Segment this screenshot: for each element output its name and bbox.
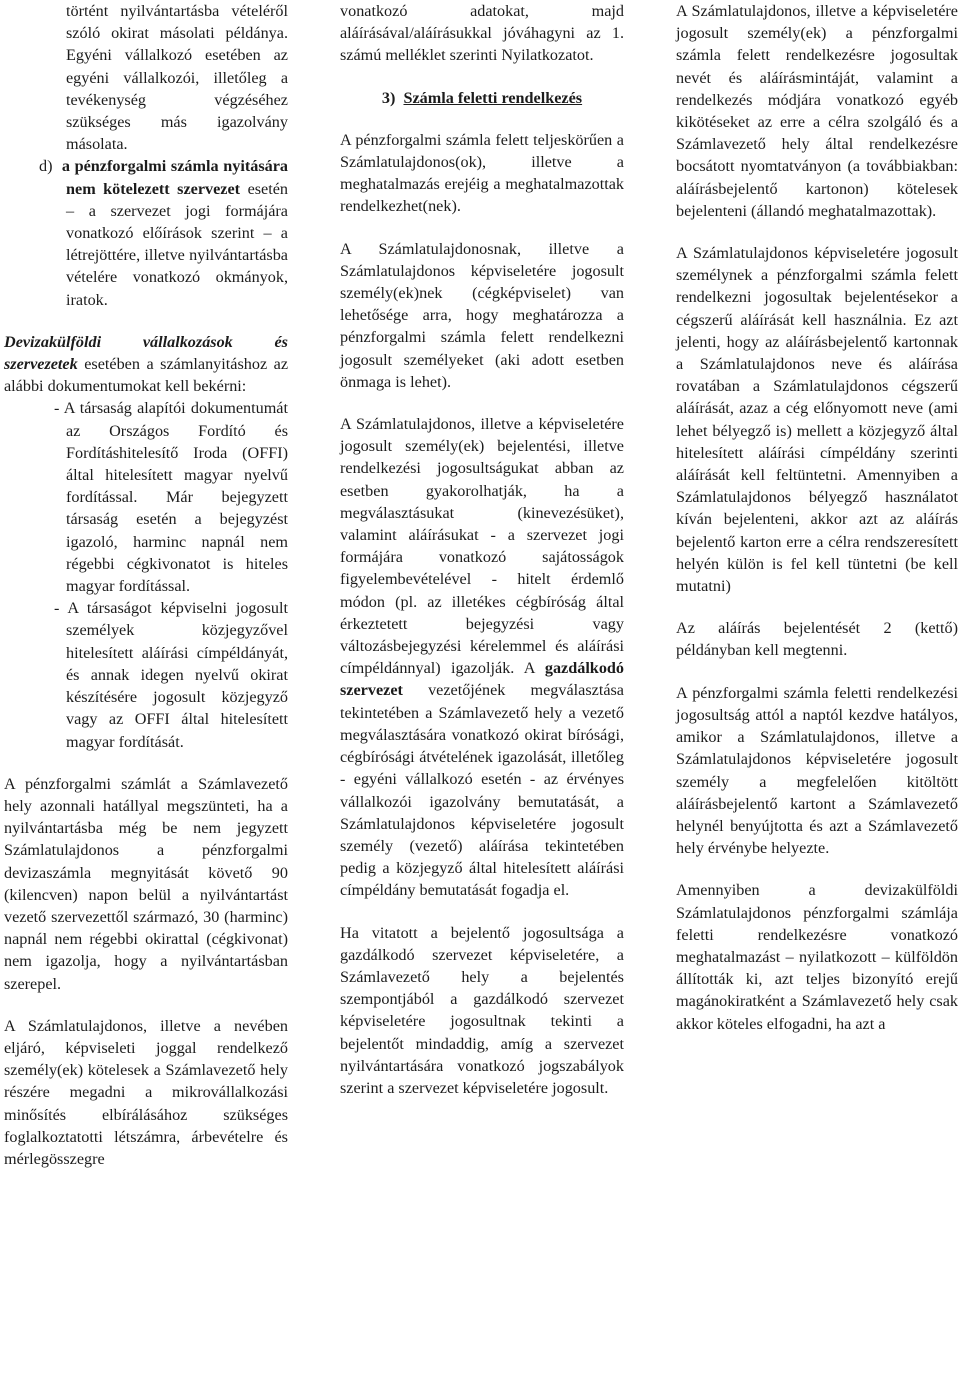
col2-paragraph-3-part-2: vezetőjének megválasztása tekintetében a Számlavezető hely a vezető megválasztására vonatkozó okirat bírósági, cégbírósági átvételének igazolását, illetőleg - egyéni vállalkozó esetén - az érvényes vállalkozói igazolvány bemutatását, a Számlatulajdonos képviseletére jogosult személy (vezető) aláírása tekintetében pedig a közjegyző által hitelesített aláírási címpéldány bemutatását fogadja el. [340,681,624,900]
col3-paragraph-3: Az aláírás bejelentését 2 (kettő) példányban kell megtenni. [676,619,958,660]
col2-paragraph-3 [340,413,624,901]
col2-paragraph-3-bold: gazdálkodó szervezet [340,659,625,700]
foreign-companies-heading: Devizakülföldi vállalkozások és szervezetek [4,332,288,374]
foreign-list-item-2: - A társaságot képviselni jogosult személyek közjegyzővel hitelesített aláírási címpéldányát, és annak idegen nyelvű okirat készítésére jogosult közjegyző vagy az OFFI által hitelesített magyar fordítását. [54,599,288,751]
page-column-3 [676,0,958,1035]
col2-paragraph-2: A Számlatulajdonosnak, illetve a Számlatulajdonos képviseletére jogosult személy(ek)nek (cégképviselet) van lehetősége arra, hogy meghatározza a pénzforgalmi számla felett rendelkezni jogosult személyeket (aki adott esetben önmaga is lehet). [340,239,624,391]
col2-continuation: vonatkozó adatokat, majd aláírásával/aláírásukkal jóváhagyni az 1. számú melléklet szerinti Nyilatkozatot. [340,2,624,65]
list-item-d [4,155,288,310]
col2-paragraph-3-part-1: A Számlatulajdonos, illetve a képviseletére jogosult személy(ek) bejelentési, illetve rendelkezési jogosultságukat abban az esetben gyakorolhatják, ha a megválasztásukat (kinevezésüket), valamint aláírásukat - a szervezet jogi formájára vonatkozó sajátosságok figyelembevételével - hitelt érdemlő módon (pl. az illetékes cégbíróság által érkeztetett bejegyzési vagy változásbejegyzési kérelemmel és aláírási címpéldánnyal) igazolják. A [340,415,624,678]
foreign-list-item-1: - A társaság alapítói dokumentumát az Országos Fordító és Fordításhitelesítő Iroda (OFFI) által hitelesített magyar nyelvű fordítással. Már bejegyzett társaság esetén a bejegyzést igazoló, harminc napnál nem régebbi cégkivonatot is hiteles magyar fordítással. [54,399,288,596]
col3-paragraph-2: A Számlatulajdonos képviseletére jogosult személynek a pénzforgalmi számla felett rendelkezni jogosultak bejelentésekor a cégszerű aláírását kell használnia. Ez azt jelenti, hogy az aláírásbejelentő kartonnak a Számlatulajdonos neve és aláírása rovatában a Számlatulajdonos cégszerű aláírását, azaz a cég előnyomott neve (ami lehet bélyegző is) mellett a közjegyző által hitelesített aláírási címpéldány szerinti aláírását kell feltüntetni. Amennyiben a Számlatulajdonos bélyegző használatot kíván bejelenteni, akkor azt az aláírás bejelentő karton erre a célra rendszeresített helyén külön is fel kell tüntetni (be kell mutatni) [676,244,958,596]
foreign-companies-paragraph [4,331,288,398]
page-column-2 [340,0,624,1099]
termination-paragraph: A pénzforgalmi számlát a Számlavezető hely azonnali hatállyal megszünteti, ha a nyilvántartásba még be nem jegyzett Számlatulajdonos a pénzforgalmi devizaszámla megnyitását követő 90 (kilencven) napon belül a nyilvántartást vezető szervezettől származó, 30 (harminc) napnál nem régebbi okirattal (cégkivonat) nem igazolja, hogy a nyilvántartásban szerepel. [4,774,288,993]
item-d-rest: esetén – a szervezet jogi formájára vonatkozó előírások szerint – a létrejöttére, illetve nyilvántartásba vételére vonatkozó okmányok, iratok. [66,179,289,309]
section-3-number: 3) [381,88,396,107]
section-3-title: Számla feletti rendelkezés [403,88,583,107]
page-column-1 [4,0,288,1170]
section-3-heading [340,87,624,109]
col2-paragraph-4: Ha vitatott a bejelentő jogosultsága a gazdálkodó szervezet képviseletére, a Számlavezető hely a bejelentés szempontjából a gazdálkodó szervezet képviseletére jogosultnak tekinti a bejelentőt mindaddig, amíg a szervezet nyilvántartására vonatkozó jogszabályok szerint a szervezet képviseletére jogosult. [340,923,624,1097]
intro-continuation: történt nyilvántartásba vételéről szóló okirat másolati példánya. Egyéni vállalkozó esetében az egyéni vállalkozói, illetőleg a tevékenység végzéséhez szükséges más igazolvány másolata. [66,2,288,154]
foreign-companies-intro: esetében a számlanyitáshoz az alábbi dokumentumokat kell bekérni: [4,355,289,396]
item-d-lead: a pénzforgalmi számla nyitására nem kötelezett szervezet [61,157,288,198]
col3-paragraph-1: A Számlatulajdonos, illetve a képviseletére jogosult személy(ek) a pénzforgalmi számla felett rendelkezésre jogosultak nevét és aláírásmintáját, valamint a rendelkezés módjára vonatkozó egyéb kikötéseket az erre a célra szolgáló és a Számlavezető hely által rendelkezésre bocsátott nyomtatványon (a továbbiakban: aláírásbejelentő kartonon) kötelesek bejelenteni (állandó meghatalmazottak). [676,2,958,220]
col3-paragraph-4: A pénzforgalmi számla feletti rendelkezési jogosultság attól a naptól kezdve hatályos, amikor a Számlatulajdonos, illetve a Számlatulajdonos képviseletére jogosult személy a megfelelően kitöltött aláírásbejelentő kartont a Számlavezető helynél benyújtotta és azt a Számlavezető hely érvénybe helyezte. [676,683,958,858]
col2-paragraph-1: A pénzforgalmi számla felett teljeskörűen a Számlatulajdonos(ok), illetve a meghatalmazás erejéig a meghatalmazottak rendelkezhet(nek). [340,130,624,216]
item-d-marker: d) [39,157,53,176]
micro-enterprise-paragraph: A Számlatulajdonos, illetve a nevében eljáró, képviseleti joggal rendelkező személy(ek) kötelesek a Számlavezető hely részére megadni a mikrovállalkozási minősítés elbírálásához szükséges foglalkoztatotti létszámra, árbevételre és mérlegösszegre [4,1016,288,1168]
col3-paragraph-5: Amennyiben a devizakülföldi Számlatulajdonos pénzforgalmi számlája feletti rendelkezésre vonatkozó meghatalmazást – nyilatkozott – külföldön állították ki, azt teljes bizonyító erejű magánokiratként a Számlavezető hely csak akkor köteles elfogadni, ha azt a [676,881,958,1033]
